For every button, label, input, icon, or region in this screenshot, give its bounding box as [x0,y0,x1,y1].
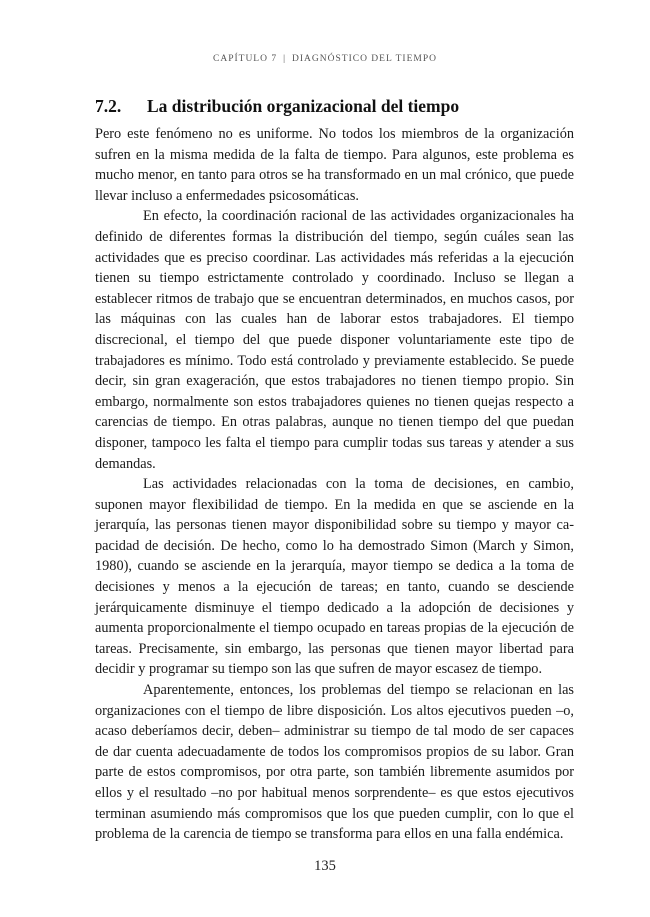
section-heading [95,96,575,117]
paragraph: Pero este fenómeno no es uniforme. No todos los miembros de la organización sufren en la misma medida de la falta de tiempo. Para algunos, este problema es mucho menor, en tanto para otros se ha transformado en un mal crónico, que puede llevar incluso a enfermedades psicosomáticas. [95,126,574,204]
running-header [0,54,650,64]
section-number: 7.2. [95,96,122,116]
paragraph: Aparentemente, entonces, los problemas del tiempo se relacionan en las organizaciones con el tiempo de libre disposición. Los altos ejecutivos pueden –o, acaso deberíamos decir, deben– administrar su tiempo de tal modo de ser capaces de dar cuenta adecuadamente de todos los compromisos propios de su labor. Gran parte de estos compromisos, por otra parte, son también libremente asumidos por ellos y el resultado –no por habitual menos sorprendente– es que estos ejecutivos terminan asumiendo más compromisos que los que pueden cumplir, con lo que el problema de la carencia de tiempo se transforma para ellos en una falla endémica. [95,682,574,843]
page-number: 135 [314,858,336,874]
paragraph: Las actividades relacionadas con la toma de decisiones, en cambio, suponen mayor flexibilidad de tiempo. En la medida en que se asciende en la jerarquía, las personas tienen mayor disponibilidad sobre su tiempo y mayor capacidad de decisión. De hecho, como lo ha demostrado Simon (March y Simon, 1980), cuando se asciende en la jerarquía, mayor tiempo se dedica a la toma de decisiones y menos a la ejecución de tareas; en tanto, cuando se desciende jerárquicamente disminuye el tiempo dedicado a la adopción de decisiones y aumenta proporcionalmente el tiempo ocupado en tareas propias de la ejecución de tareas. Precisamente, sin embargo, las personas que tienen mayor libertad para decidir y programar su tiempo son las que sufren de mayor escasez de tiempo. [95,476,574,678]
section-title: La distribución organizacional del tiempo [147,96,460,116]
paragraph: En efecto, la coordinación racional de las actividades organizacionales ha definido de diferentes formas la distribución del tiempo, según cuáles sean las actividades que es preciso coordinar. Las actividades más referidas a la ejecución tienen su tiempo estrictamente controlado y coordinado. Incluso se llegan a establecer ritmos de trabajo que se encuentran determinados, en muchos casos, por las máquinas con las cuales han de laborar estos trabajadores. El tiempo discrecional, el tiempo del que puede disponer voluntariamente este tipo de trabajadores es mínimo. Todo está controlado y previamente establecido. Se puede decir, sin gran exageración, que estos trabajadores no tienen tiempo propio. Sin embargo, normalmente son estos trabajadores quienes no tienen quejas respecto a carencias de tiempo. En otras palabras, aunque no tienen tiempo del que puedan disponer, tampoco les falta el tiempo para cumplir todas sus tareas y atender a sus demandas. [95,208,574,472]
body-text [95,124,574,845]
chapter-title: DIAGNÓSTICO DEL TIEMPO [292,54,437,64]
header-separator: | [283,54,287,64]
chapter-label: CAPÍTULO 7 [213,54,278,64]
